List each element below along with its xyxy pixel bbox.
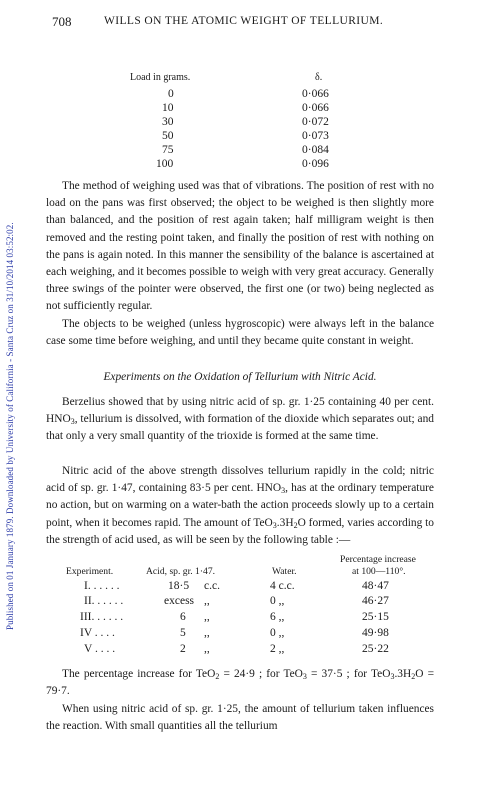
percentage-header-line1: Percentage increase <box>340 554 416 565</box>
table-cell-load: 50 <box>162 130 174 142</box>
table-cell-percentage: 49·98 <box>362 627 389 639</box>
table-cell-experiment: III. . . . . . <box>80 611 124 623</box>
table-cell-acid-unit: ,, <box>204 643 210 655</box>
table-cell-load: 75 <box>162 144 174 156</box>
table-cell-experiment: II. . . . . . <box>84 595 124 607</box>
water-column-header: Water. <box>272 566 297 577</box>
table-cell-load: 100 <box>156 158 174 170</box>
table-cell-delta: 0·084 <box>302 144 329 156</box>
table-cell-percentage: 46·27 <box>362 595 389 607</box>
table-cell-experiment: I. . . . . . <box>84 580 120 592</box>
experiment-column-header: Experiment. <box>66 566 114 577</box>
table-cell-water: 4 c.c. <box>270 580 295 592</box>
table-cell-acid: 18·5 <box>168 580 190 592</box>
paragraph-objects-weighed: The objects to be weighed (unless hygroscopic) were always left in the balance case some time before weighing, and until they became quite constant in weight. <box>46 318 434 348</box>
running-head: WILLS ON THE ATOMIC WEIGHT OF TELLURIUM. <box>104 15 384 27</box>
provenance-side-note: Published on 01 January 1879. Downloaded by University of California - Santa Cruz on 31/10/2014 03:52:02. <box>5 222 15 630</box>
table-cell-load: 10 <box>162 102 174 114</box>
table-cell-acid-unit: ,, <box>204 595 210 607</box>
load-column-header: Load in grams. <box>130 72 191 83</box>
table-cell-water: 2 ,, <box>270 643 285 655</box>
table-cell-acid-unit: ,, <box>204 611 210 623</box>
table-cell-delta: 0·073 <box>302 130 329 142</box>
delta-column-header: δ. <box>315 72 323 83</box>
table-cell-delta: 0·066 <box>302 102 329 114</box>
table-cell-water: 0 ,, <box>270 627 285 639</box>
table-cell-acid: 5 <box>180 627 186 639</box>
table-cell-acid: 6 <box>180 611 186 623</box>
table-cell-load: 30 <box>162 116 174 128</box>
table-cell-percentage: 48·47 <box>362 580 389 592</box>
table-cell-percentage: 25·15 <box>362 611 389 623</box>
paragraph-tellurium-quantity: When using nitric acid of sp. gr. 1·25, the amount of tellurium taken influences the reaction. With small quantities all the tellurium <box>46 703 434 733</box>
paragraph-nitric-acid: Nitric acid of the above strength dissolves tellurium rapidly in the cold; nitric acid of sp. gr. 1·47, containing 83·5 per cent. $HNO_3$, has at the ordinary temperature no action, but on warming on a water-bath the action proceeds slowly up to a certain point, when it becomes rapid. The amount of $TeO_3.3H_2O$ formed, varies according to the strength of acid used, as will be seen by the following table :— <box>46 465 434 546</box>
table-cell-acid-unit: c.c. <box>204 580 220 592</box>
table-cell-acid-unit: ,, <box>204 627 210 639</box>
acid-column-header: Acid, sp. gr. 1·47. <box>146 566 216 577</box>
percentage-header-line2: at 100—110°. <box>352 566 406 577</box>
table-cell-experiment: IV . . . . <box>80 627 115 639</box>
table-cell-water: 0 ,, <box>270 595 285 607</box>
table-cell-water: 6 ,, <box>270 611 285 623</box>
table-cell-delta: 0·096 <box>302 158 329 170</box>
paragraph-berzelius: Berzelius showed that by using nitric acid of sp. gr. 1·25 containing 40 per cent. $HNO_3$, tellurium is dissolved, with formation of the dioxide which separates out; and that only a very small quantity of the trioxide is formed at the same time. <box>46 396 434 443</box>
table-cell-acid: excess <box>164 595 195 607</box>
table-cell-delta: 0·066 <box>302 88 329 100</box>
paragraph-weighing-method: The method of weighing used was that of vibrations. The position of rest with no load on the pans was first observed; the object to be weighed is then slightly more than balanced, and the position of rest again taken; half milligram weight is then removed and the resting point taken, and finally the position of rest with nothing on the pans is again noted. In this manner the sensibility of the balance is ascertained at each weighing, and it becomes possible to weigh with very great accuracy. Generally three swings of the pointer were observed, the first one (or two) being neglected as not sufficiently regular. <box>46 180 434 313</box>
section-heading: Experiments on the Oxidation of Tellurium with Nitric Acid. <box>103 371 377 383</box>
table-cell-acid: 2 <box>180 643 186 655</box>
page-number: 708 <box>52 14 72 29</box>
table-cell-load: 0 <box>168 88 174 100</box>
page-header <box>46 14 434 30</box>
table-cell-experiment: V . . . . <box>84 643 116 655</box>
paragraph-percentage-increase: The percentage increase for TeO$_2$ = 24·9 ; for TeO$_3$ = 37·5 ; for $TeO_3.3H_2O = 79\cdot 7$. <box>46 668 434 698</box>
table-cell-percentage: 25·22 <box>362 643 389 655</box>
table-cell-delta: 0·072 <box>302 116 329 128</box>
